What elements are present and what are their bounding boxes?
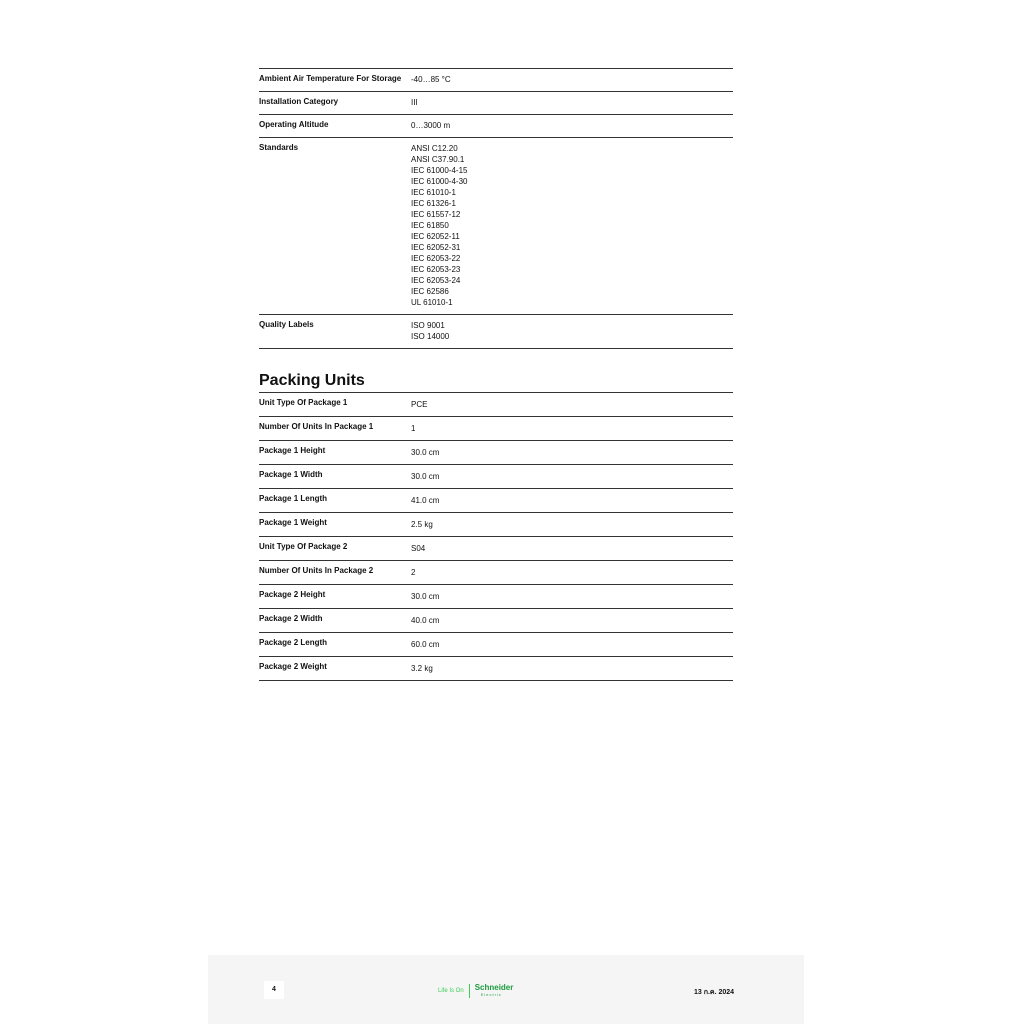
- table-row: [259, 465, 733, 489]
- table-row: [259, 609, 733, 633]
- list-item: IEC 62052-31: [411, 243, 461, 252]
- table-row: [259, 633, 733, 657]
- list-item: IEC 61010-1: [411, 188, 456, 197]
- list-item: IEC 62052-11: [411, 232, 460, 241]
- table-row: [259, 585, 733, 609]
- schneider-logo: [475, 984, 514, 998]
- page-footer: [208, 955, 804, 1024]
- table-row: [259, 441, 733, 465]
- pack-label: Package 1 Height: [259, 441, 411, 465]
- logo-sub: Electric: [480, 992, 502, 997]
- pack-label: Package 2 Width: [259, 609, 411, 633]
- pack-label: Package 1 Weight: [259, 513, 411, 537]
- table-row: [259, 393, 733, 417]
- spec-value: 0…3000 m: [411, 115, 733, 138]
- table-row: [259, 537, 733, 561]
- spec-value: -40…85 °C: [411, 69, 733, 92]
- list-item: IEC 61000-4-15: [411, 166, 468, 175]
- table-row: [259, 489, 733, 513]
- standards-label: Standards: [259, 138, 411, 315]
- list-item: ANSI C12.20: [411, 144, 458, 153]
- pack-label: Package 2 Weight: [259, 657, 411, 681]
- pack-value: 41.0 cm: [411, 489, 733, 513]
- list-item: IEC 61850: [411, 221, 449, 230]
- pack-label: Package 2 Length: [259, 633, 411, 657]
- pack-value: 2.5 kg: [411, 513, 733, 537]
- list-item: ANSI C37.90.1: [411, 155, 465, 164]
- pack-value: 60.0 cm: [411, 633, 733, 657]
- quality-label: Quality Labels: [259, 315, 411, 349]
- table-row: [259, 417, 733, 441]
- brand-lockup: [438, 984, 513, 998]
- pack-label: Package 1 Length: [259, 489, 411, 513]
- pack-label: Unit Type Of Package 2: [259, 537, 411, 561]
- list-item: IEC 62053-23: [411, 265, 461, 274]
- table-row: [259, 69, 733, 92]
- list-item: ISO 14000: [411, 332, 450, 341]
- table-row: [259, 657, 733, 681]
- list-item: IEC 62053-22: [411, 254, 461, 263]
- tagline: Life Is On: [438, 988, 464, 994]
- quality-list: [411, 315, 733, 349]
- standards-list: [411, 138, 733, 315]
- pack-value: S04: [411, 537, 733, 561]
- pack-value: 30.0 cm: [411, 585, 733, 609]
- spec-value: III: [411, 92, 733, 115]
- list-item: IEC 61000-4-30: [411, 177, 468, 186]
- list-item: IEC 61326-1: [411, 199, 456, 208]
- packing-table: [259, 392, 733, 681]
- list-item: IEC 61557-12: [411, 210, 461, 219]
- table-row: [259, 92, 733, 115]
- pack-value: 1: [411, 417, 733, 441]
- pack-value: 3.2 kg: [411, 657, 733, 681]
- table-row: [259, 115, 733, 138]
- pack-value: 2: [411, 561, 733, 585]
- footer-date: 13 ก.ค. 2024: [694, 989, 735, 996]
- list-item: ISO 9001: [411, 321, 445, 330]
- pack-label: Number Of Units In Package 2: [259, 561, 411, 585]
- pack-label: Package 1 Width: [259, 465, 411, 489]
- document-page: [259, 68, 733, 681]
- pack-label: Package 2 Height: [259, 585, 411, 609]
- brand-divider: [469, 984, 470, 998]
- pack-label: Unit Type Of Package 1: [259, 393, 411, 417]
- page-number: 4: [264, 981, 284, 999]
- list-item: IEC 62053-24: [411, 276, 461, 285]
- pack-value: 30.0 cm: [411, 441, 733, 465]
- list-item: IEC 62586: [411, 287, 449, 296]
- spec-label: Operating Altitude: [259, 115, 411, 138]
- list-item: UL 61010-1: [411, 298, 453, 307]
- table-row: [259, 513, 733, 537]
- pack-value: PCE: [411, 393, 733, 417]
- table-row: [259, 561, 733, 585]
- pack-label: Number Of Units In Package 1: [259, 417, 411, 441]
- logo-brand: Schneider: [474, 983, 514, 992]
- table-row: [259, 315, 733, 349]
- pack-value: 40.0 cm: [411, 609, 733, 633]
- pack-value: 30.0 cm: [411, 465, 733, 489]
- specs-table: [259, 68, 733, 349]
- spec-label: Ambient Air Temperature For Storage: [259, 69, 411, 92]
- table-row: [259, 138, 733, 315]
- section-title: Packing Units: [259, 372, 365, 389]
- spec-label: Installation Category: [259, 92, 411, 115]
